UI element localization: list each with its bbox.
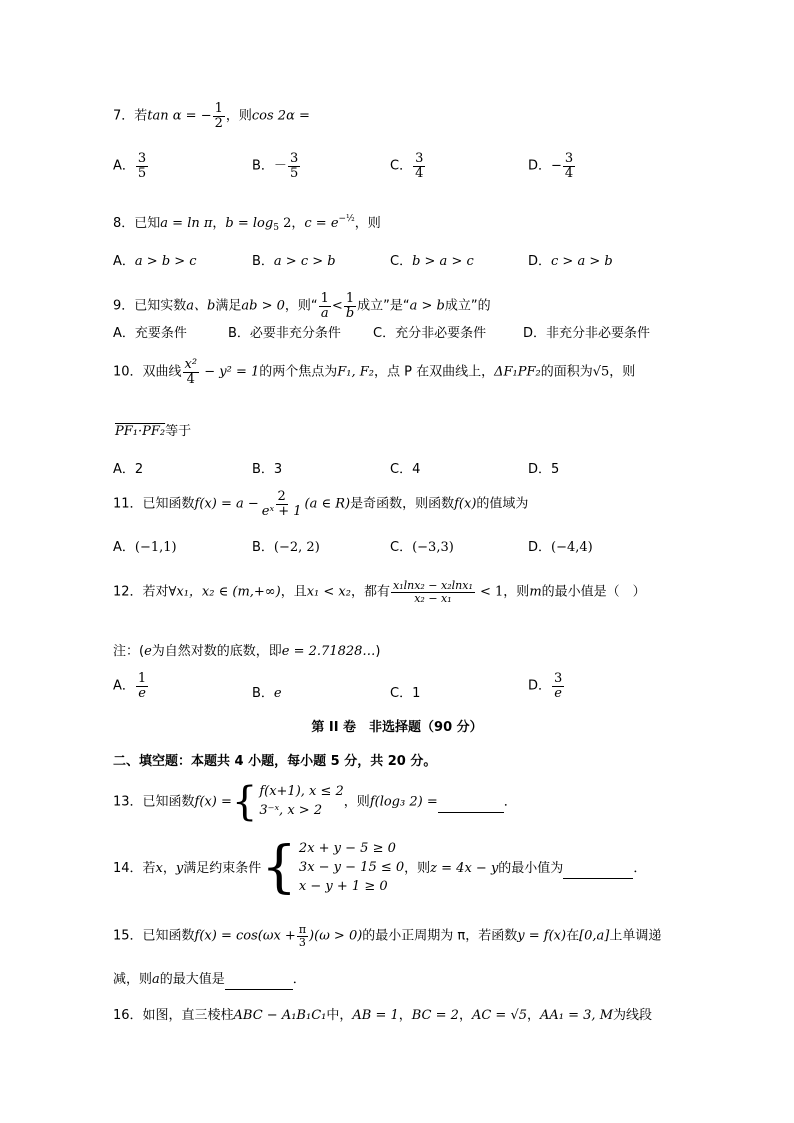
question-12-note: 注：(e为自然对数的底数，即e = 2.71828…)	[113, 644, 381, 659]
q10-option-d[interactable]: D．5	[528, 462, 560, 477]
q12-option-c[interactable]: C．1	[390, 686, 421, 701]
q8-b-def: b = log	[225, 216, 274, 231]
q12-option-d[interactable]: D． $\frac{3}{e}$	[528, 671, 563, 701]
q9-option-d[interactable]: D．非充分非必要条件	[523, 326, 651, 341]
question-10: 10．双曲线 $\frac{\text{x²}}{4}$ − y² = 1的两个焦点为F₁, F₂，点 P 在双曲线上，ΔF₁PF₂的面积为√5，则	[113, 357, 636, 387]
q7-mid: ，则	[225, 108, 252, 124]
q15-pi-over-3: $\frac{\pi}{3}$	[298, 923, 307, 949]
q10-vector-expr: PF₁·PF₂	[115, 424, 166, 439]
q9-option-a[interactable]: A．充要条件	[113, 326, 187, 341]
q11-option-d[interactable]: D．(−4,4)	[528, 540, 593, 555]
q7-option-d[interactable]: D．− $\frac{3}{4}$	[528, 151, 574, 181]
q10-option-a[interactable]: A．2	[113, 462, 144, 477]
question-14: 14．若x，y满足约束条件 { 2x + y − 5 ≥ 0 3x − y − 15 ≤ 0 x − y + 1 ≥ 0 ，则z = 4x − y的最小值为 ．	[113, 835, 647, 901]
q9-option-c[interactable]: C．充分非必要条件	[373, 326, 487, 341]
fill-in-header: 二、填空题：本题共 4 小题，每小题 5 分，共 20 分。	[113, 754, 437, 769]
question-11: 11．已知函数f(x) = a − $\frac{2}{\text{eˣ + 1}}$ (a ∈ R)是奇函数，则函数f(x)的值域为	[113, 489, 529, 519]
q11-option-c[interactable]: C．(−3,3)	[390, 540, 454, 555]
section-2-title: 第 II 卷 非选择题（90 分）	[311, 720, 483, 735]
question-15-line-2: 减，则a的最大值是 ．	[113, 968, 306, 990]
q9-frac-1-over-a: $\frac{1}{a}$	[320, 291, 329, 321]
q8-option-d[interactable]: D．c > a > b	[528, 254, 613, 269]
q8-option-c[interactable]: C．b > a > c	[390, 254, 474, 269]
q12-option-a[interactable]: A． $\frac{1}{e}$	[113, 671, 147, 701]
q11-option-b[interactable]: B．(−2, 2)	[252, 540, 320, 555]
question-7	[113, 102, 310, 130]
q7-option-b[interactable]: B．－ $\frac{3}{5}$	[252, 151, 299, 181]
question-9: 9．已知实数a、b满足ab > 0，则“ $\frac{1}{a}$ < $\frac{1}{b}$ 成立”是“a > b成立”的	[113, 291, 491, 321]
q11-fraction: $\frac{2}{\text{eˣ + 1}}$	[261, 489, 302, 519]
q8-c-def: c = e	[304, 216, 339, 231]
q12-fraction: $\frac{\text{x₁lnx₂ − x₂lnx₁}}{\text{x₂ − x₁}}$	[392, 579, 473, 605]
q8-option-a[interactable]: A．a > b > c	[113, 254, 197, 269]
question-16: 16．如图，直三棱柱ABC − A₁B₁C₁中，AB = 1，BC = 2，AC = √5，AA₁ = 3, M为线段	[113, 1008, 653, 1023]
q7-condition-fraction: $\frac{1}{2}$	[214, 101, 223, 131]
q13-piecewise: { f(x+1), x ≤ 2 3⁻ˣ, x > 2	[231, 779, 344, 825]
q8-a-def: a = ln π	[160, 216, 213, 231]
question-8: 8．已知a = ln π，$b = \log_5 2$，$c = e^{-\frac{1}{2}}$，则	[113, 214, 381, 233]
q7-option-c[interactable]: C． $\frac{3}{4}$	[390, 151, 424, 181]
q14-constraints: { 2x + y − 5 ≥ 0 3x − y − 15 ≤ 0 x − y + 1 ≥ 0	[261, 835, 405, 901]
q7-option-a[interactable]: A． $\frac{3}{5}$	[113, 151, 147, 181]
q10-option-b[interactable]: B．3	[252, 462, 283, 477]
q14-answer-blank[interactable]	[563, 863, 633, 879]
q12-option-b[interactable]: B．e	[252, 686, 282, 701]
q7-condition-lhs: tan α = −	[147, 108, 212, 124]
q7-prefix: 7．若	[113, 108, 148, 124]
question-12: 12．若对∀x₁，x₂ ∈ (m,+∞)，且x₁ < x₂，都有 $\frac{\text{x₁lnx₂ − x₂lnx₁}}{\text{x₂ − x₁}}$ < 1，则m的最小值是（ ）	[113, 579, 646, 605]
q8-option-b[interactable]: B．a > c > b	[252, 254, 336, 269]
q15-answer-blank[interactable]	[225, 974, 293, 990]
q7-target: cos 2α =	[251, 108, 310, 124]
question-13: 13．已知函数f(x) = { f(x+1), x ≤ 2 3⁻ˣ, x > 2 ，则f(log₃ 2) = ．	[113, 779, 517, 825]
q9-frac-1-over-b: $\frac{1}{b}$	[345, 291, 355, 321]
q11-option-a[interactable]: A．(−1,1)	[113, 540, 177, 555]
question-15: 15．已知函数f(x) = cos(ωx + $\frac{\pi}{3}$ )(ω > 0)的最小正周期为 π，若函数y = f(x)在[0,a]上单调递	[113, 923, 662, 949]
q13-answer-blank[interactable]	[438, 797, 504, 813]
q9-option-b[interactable]: B．必要非充分条件	[228, 326, 341, 341]
question-10-line-2: PF₁·PF₂等于	[115, 424, 192, 439]
q10-frac-x2-over-4: $\frac{\text{x²}}{4}$	[184, 357, 198, 387]
q10-option-c[interactable]: C．4	[390, 462, 421, 477]
